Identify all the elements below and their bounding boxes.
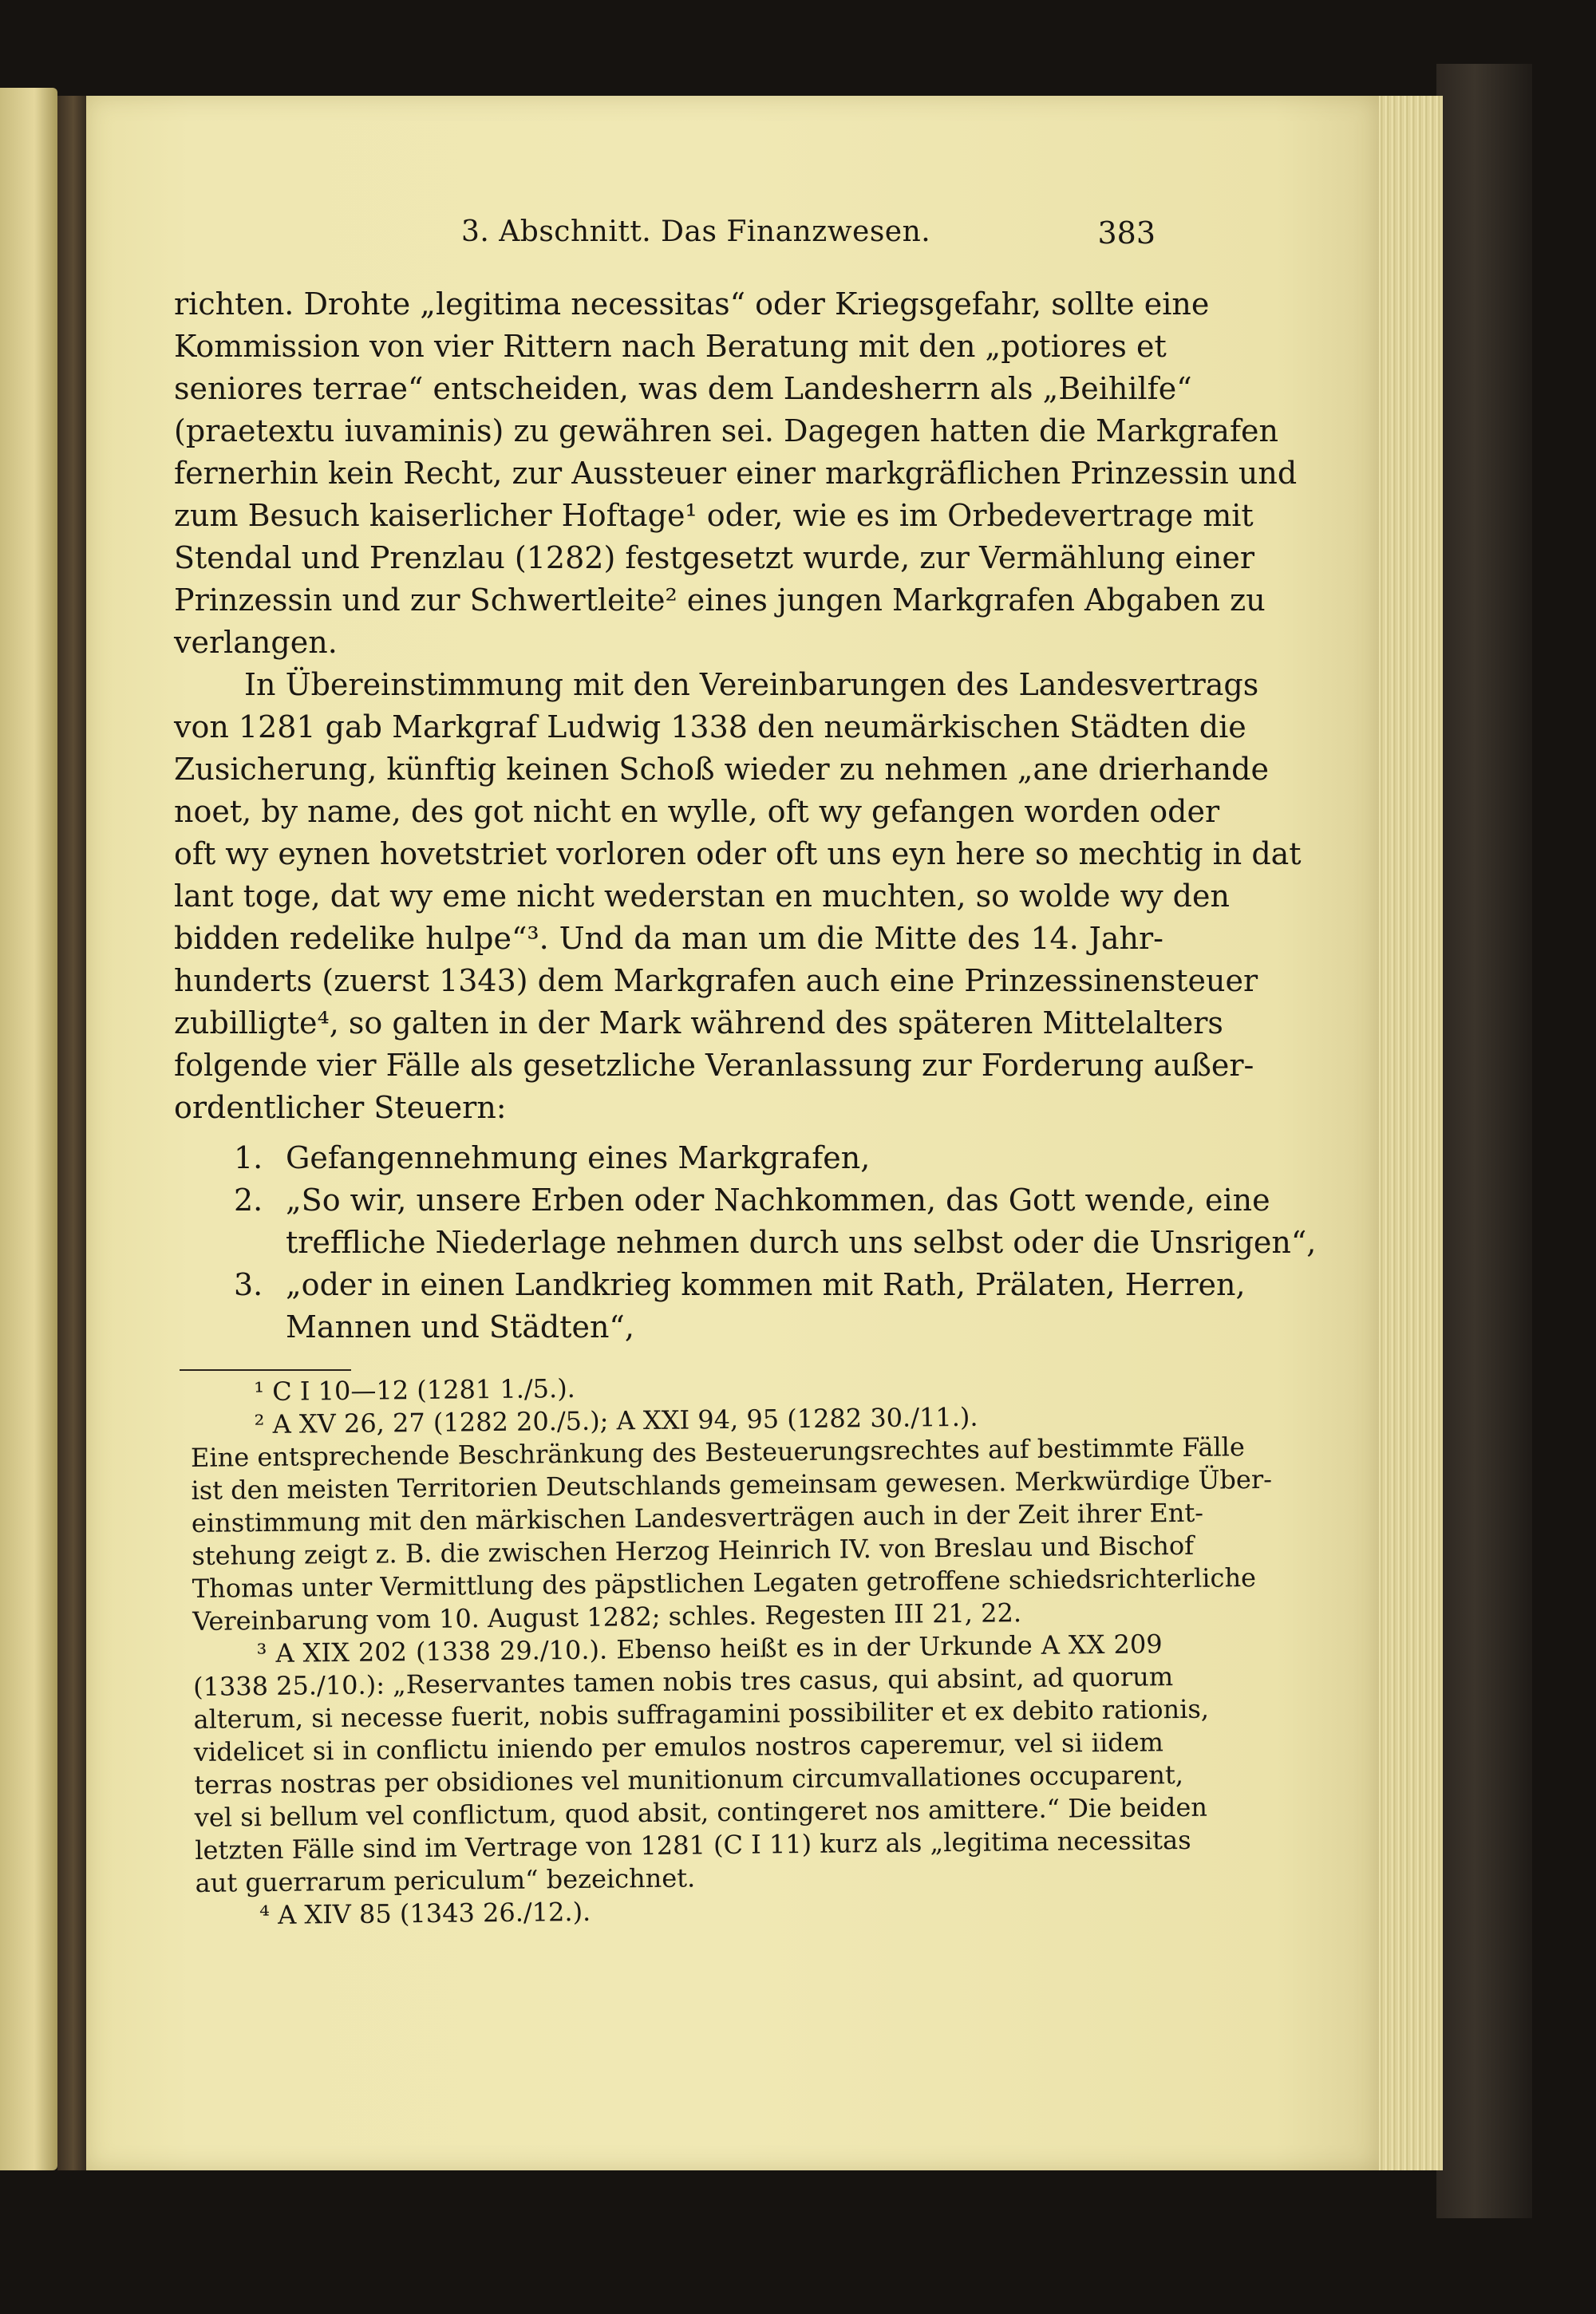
text-line: zubilligte⁴, so galten in der Mark während des späteren Mittelalters (174, 1005, 1223, 1041)
footnote-4: ⁴ A XIV 85 (1343 26./12.). (259, 1896, 591, 1931)
footnote-line: alterum, si necesse fuerit, nobis suffragamini possibiliter et ex debito rationis, (193, 1693, 1210, 1735)
list-text-line: treffliche Niederlage nehmen durch uns selbst oder die Unsrigen“, (286, 1225, 1317, 1260)
text-line: Kommission von vier Rittern nach Beratung mit den „potiores et (174, 329, 1167, 364)
text-line: lant toge, dat wy eme nicht wederstan en muchten, so wolde wy den (174, 879, 1230, 914)
text-line: In Übereinstimmung mit den Vereinbarungen des Landesvertrags (244, 667, 1259, 702)
text-line: verlangen. (174, 625, 338, 660)
text-line: Stendal und Prenzlau (1282) festgesetzt wurde, zur Vermählung einer (174, 540, 1255, 575)
page-number: 383 (1097, 215, 1156, 251)
text-line: von 1281 gab Markgraf Ludwig 1338 den neumärkischen Städten die (174, 709, 1246, 744)
footnote-2: ² A XV 26, 27 (1282 20./5.); A XXI 94, 95 (1282 30./11.). (254, 1401, 978, 1440)
footnote-3: ³ A XIX 202 (1338 29./10.). Ebenso heißt es in der Urkunde A XX 209 (256, 1629, 1163, 1669)
list-text-line: „So wir, unsere Erben oder Nachkommen, das Gott wende, eine (286, 1183, 1270, 1218)
list-item (174, 1137, 1163, 1179)
list-number: 1. (234, 1140, 263, 1175)
text-line: oft wy eynen hovetstriet vorloren oder oft uns eyn here so mechtig in dat (174, 836, 1302, 871)
main-text (174, 283, 1302, 1129)
text-line: fernerhin kein Recht, zur Aussteuer einer markgräflichen Prinzessin und (174, 456, 1298, 491)
page-stack-edge (1371, 96, 1443, 2170)
book-cover-edge (1436, 64, 1532, 2218)
text-line: (praetextu iuvaminis) zu gewähren sei. Dagegen hatten die Markgrafen (174, 413, 1278, 448)
footnote-line: terras nostras per obsidiones vel munitionum circumvallationes occuparent, (194, 1759, 1184, 1800)
footnote-line: letzten Fälle sind im Vertrage von 1281 (C I 11) kurz als „legitima necessitas (195, 1824, 1191, 1866)
list-number: 3. (234, 1267, 263, 1302)
footnote-separator (180, 1369, 351, 1371)
footnote-line: Thomas unter Vermittlung des päpstlichen Legaten getroffene schiedsrichterliche (192, 1562, 1257, 1604)
footnote-line: Vereinbarung vom 10. August 1282; schles. Regesten III 21, 22. (192, 1597, 1022, 1637)
footnote-line: stehung zeigt z. B. die zwischen Herzog Heinrich IV. von Breslau und Bischof (192, 1530, 1195, 1571)
running-header-title: 3. Abschnitt. Das Finanzwesen. (461, 215, 931, 248)
list-number: 2. (234, 1183, 263, 1218)
list-text-line: Gefangennehmung eines Markgrafen, (286, 1140, 871, 1175)
text-line: folgende vier Fälle als gesetzliche Veranlassung zur Forderung außer- (174, 1048, 1254, 1083)
footnotes (190, 1366, 1273, 1933)
footnote-line: einstimmung mit den märkischen Landesverträgen auch in der Zeit ihrer Ent- (191, 1497, 1204, 1538)
text-line: noet, by name, des got nicht en wylle, oft wy gefangen worden oder (174, 794, 1220, 829)
footnote-line: Eine entsprechende Beschränkung des Besteuerungsrechtes auf bestimmte Fälle (190, 1431, 1246, 1473)
text-line: bidden redelike hulpe“³. Und da man um die Mitte des 14. Jahr- (174, 921, 1163, 956)
book-gutter (57, 96, 89, 2170)
footnote-1: ¹ C I 10—12 (1281 1./5.). (254, 1372, 576, 1408)
list-text-line: „oder in einen Landkrieg kommen mit Rath, Prälaten, Herren, (286, 1267, 1246, 1302)
text-line: hunderts (zuerst 1343) dem Markgrafen auch eine Prinzessinensteuer (174, 963, 1258, 998)
footnote-line: (1338 25./10.): „Reservantes tamen nobis tres casus, qui absint, ad quorum (192, 1661, 1174, 1702)
list-item (174, 1179, 1317, 1264)
list-item (174, 1264, 1246, 1349)
text-line: ordentlicher Steuern: (174, 1090, 507, 1125)
numbered-list (174, 1137, 1317, 1349)
left-page-edge (0, 88, 57, 2170)
footnote-line: aut guerrarum periculum“ bezeichnet. (195, 1862, 696, 1898)
running-header (174, 215, 1156, 263)
text-line: seniores terrae“ entscheiden, was dem Landesherrn als „Beihilfe“ (174, 371, 1192, 406)
text-line: Prinzessin und zur Schwertleite² eines jungen Markgrafen Abgaben zu (174, 582, 1266, 618)
footnote-line: vel si bellum vel conflictum, quod absit, contingeret nos amittere.“ Die beiden (194, 1791, 1208, 1833)
list-text-line: Mannen und Städten“, (286, 1309, 634, 1345)
text-line: Zusicherung, künftig keinen Schoß wieder zu nehmen „ane drierhande (174, 752, 1269, 787)
footnote-line: ist den meisten Territorien Deutschlands gemeinsam gewesen. Merkwürdige Über- (191, 1463, 1273, 1506)
footnote-line: videlicet si in conflictu iniendo per emulos nostros caperemur, vel si iidem (193, 1727, 1164, 1767)
text-line: zum Besuch kaiserlicher Hoftage¹ oder, wie es im Orbedevertrage mit (174, 498, 1254, 533)
text-line: richten. Drohte „legitima necessitas“ oder Kriegsgefahr, sollte eine (174, 286, 1210, 322)
